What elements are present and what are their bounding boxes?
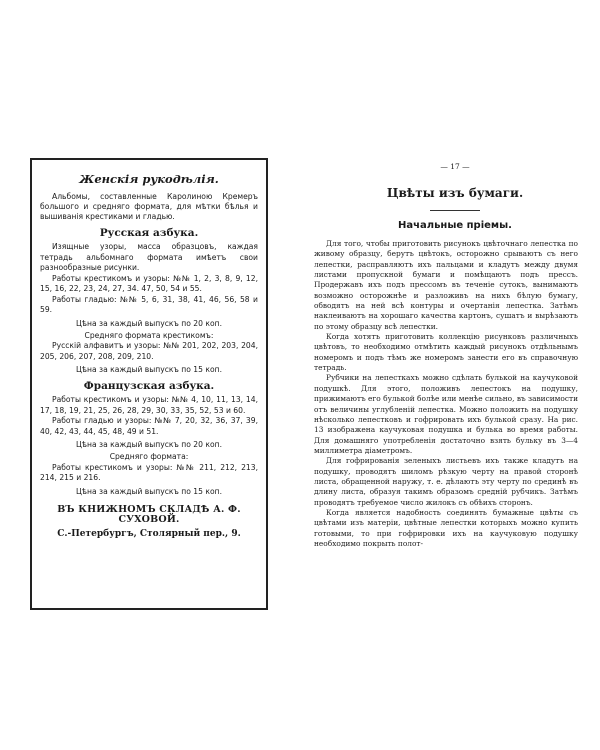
price-line-4: Цѣна за каждый выпускъ по 15 коп. [76, 486, 222, 496]
french-cross-work: Работы крестикомъ и узоры: №№ 4, 10, 11, 13, 14, 17, 18, 19, 21, 25, 26, 28, 29, 30, 33, 35, 52, 53 и 60. [40, 395, 258, 415]
russian-alphabet-title: Русская азбука. [99, 227, 199, 239]
french-satin-work: Работы гладью и узоры: №№ 7, 20, 32, 36, 37, 39, 40, 42, 43, 44, 45, 48, 49 и 51. [40, 416, 258, 436]
page-number: — 17 — [440, 162, 470, 171]
russian-cross-work: Работы крестикомъ и узоры: №№ 1, 2, 3, 8, 9, 12, 15, 16, 22, 23, 24, 27, 34. 47, 50, 54 и 55. [40, 273, 258, 293]
paragraph: Для гофрированiя зеленыхъ листьевъ ихъ также кладутъ на подушку, проводятъ шиломъ рѣзкую черту на правой сторонѣ листа, обращенной наружу, т. е. дѣлаютъ эту черту по срединѣ въ длину листа, образуя такимъ образомъ средній рубчикъ. Затѣмъ проводятъ требуемое число жилокъ съ обѣихъ сторонъ. [314, 456, 578, 507]
paragraph: Рубчики на лепесткахъ можно сдѣлать булькой на каучуковой подушкѣ. Для этого, положивъ лепестокъ на подушку, прижимаютъ его булькой болѣе или менѣе сильно, въ зависимости отъ величины углубленiй лепестка. Можно положить на подушку нѣсколько лепестковъ и гофрировать ихъ булькой сразу. На рис. 13 изображена каучуковая подушка и булька во время работы. Для домашняго употребленiя достаточно взять бульку въ 3—4 миллиметра дiаметромъ. [314, 373, 578, 455]
price-line-2: Цѣна за каждый выпускъ по 15 коп. [76, 365, 222, 374]
ad-intro: Альбомы, составленные Каролиною Кремеръ большого и средняго формата, для мѣтки бѣлья и вышиванія крестиками и гладью. [40, 192, 258, 221]
french-alphabet-title: Французская азбука. [83, 380, 215, 392]
ad-title: Женскiя рукодѣлiя. [79, 172, 219, 186]
store-address: С.-Петербургъ, Столярный пер., 9. [57, 528, 241, 539]
paragraph: Когда хотятъ приготовить коллекцiю рисунковъ различныхъ цвѣтовъ, то необходимо отмѣтить каждый рисунокъ отдѣльнымъ номеромъ и подъ тѣмъ же номеромъ занести его въ справочную тетрадь. [314, 332, 578, 373]
medium-format: Средняго формата: [109, 452, 189, 461]
russian-alphabet-medium: Русскiй алфавитъ и узоры: №№ 201, 202, 203, 204, 205, 206, 207, 208, 209, 210. [40, 341, 258, 361]
store-name: ВЪ КНИЖНОМЪ СКЛАДѢ А. Ф. СУХОВОЙ. [57, 503, 241, 525]
price-line-1: Цѣна за каждый выпускъ по 20 коп. [76, 318, 222, 328]
advertisement-box [30, 158, 268, 610]
russian-satin-work: Работы гладью: №№ 5, 6, 31, 38, 41, 46, 56, 58 и 59. [40, 294, 258, 314]
medium-format-cross: Средняго формата крестикомъ: [84, 330, 214, 340]
paragraph: Для того, чтобы приготовить рисунокъ цвѣточнаго лепестка по живому образцу, берутъ цвѣтокъ, осторожно срываютъ съ него лепестки, расправляютъ ихъ пальцами и кладутъ между двумя листами пропускной бумаги и помѣщаютъ подъ прессъ. Продержавъ ихъ подъ прессомъ въ теченiе сутокъ, вынимаютъ возможно осторожнѣе и разложивъ на нихъ бѣлую бумагу, обводятъ на ней всѣ контуры и очертанiя лепестка. Затѣмъ наклеиваютъ на хорошаго качества картонъ, сушатъ и вырѣзаютъ по этому образцу всѣ лепестки. [314, 239, 578, 331]
price-line-3: Цѣна за каждый выпускъ по 20 коп. [76, 440, 222, 449]
title-rule [430, 210, 480, 211]
french-medium-work: Работы крестикомъ и узоры: №№ 211, 212, 213, 214, 215 и 216. [40, 462, 258, 482]
body-text [314, 239, 578, 549]
paragraph: Когда является надобность соединять бумажные цвѣты съ цвѣтами изъ матерiи, цвѣтные лепестки которыхъ можно купить готовыми, то при гофрировки ихъ на каучуковую подушку необходимо покрыть полот- [314, 507, 578, 548]
russian-description: Изящные узоры, масса образцовъ, каждая тетрадь альбомнаго формата имѣетъ свои разнообразные рисунки. [40, 242, 258, 272]
right-page [310, 0, 600, 750]
section-title: Начальные прiемы. [398, 220, 512, 231]
chapter-title: Цвѣты изъ бумаги. [386, 186, 524, 200]
